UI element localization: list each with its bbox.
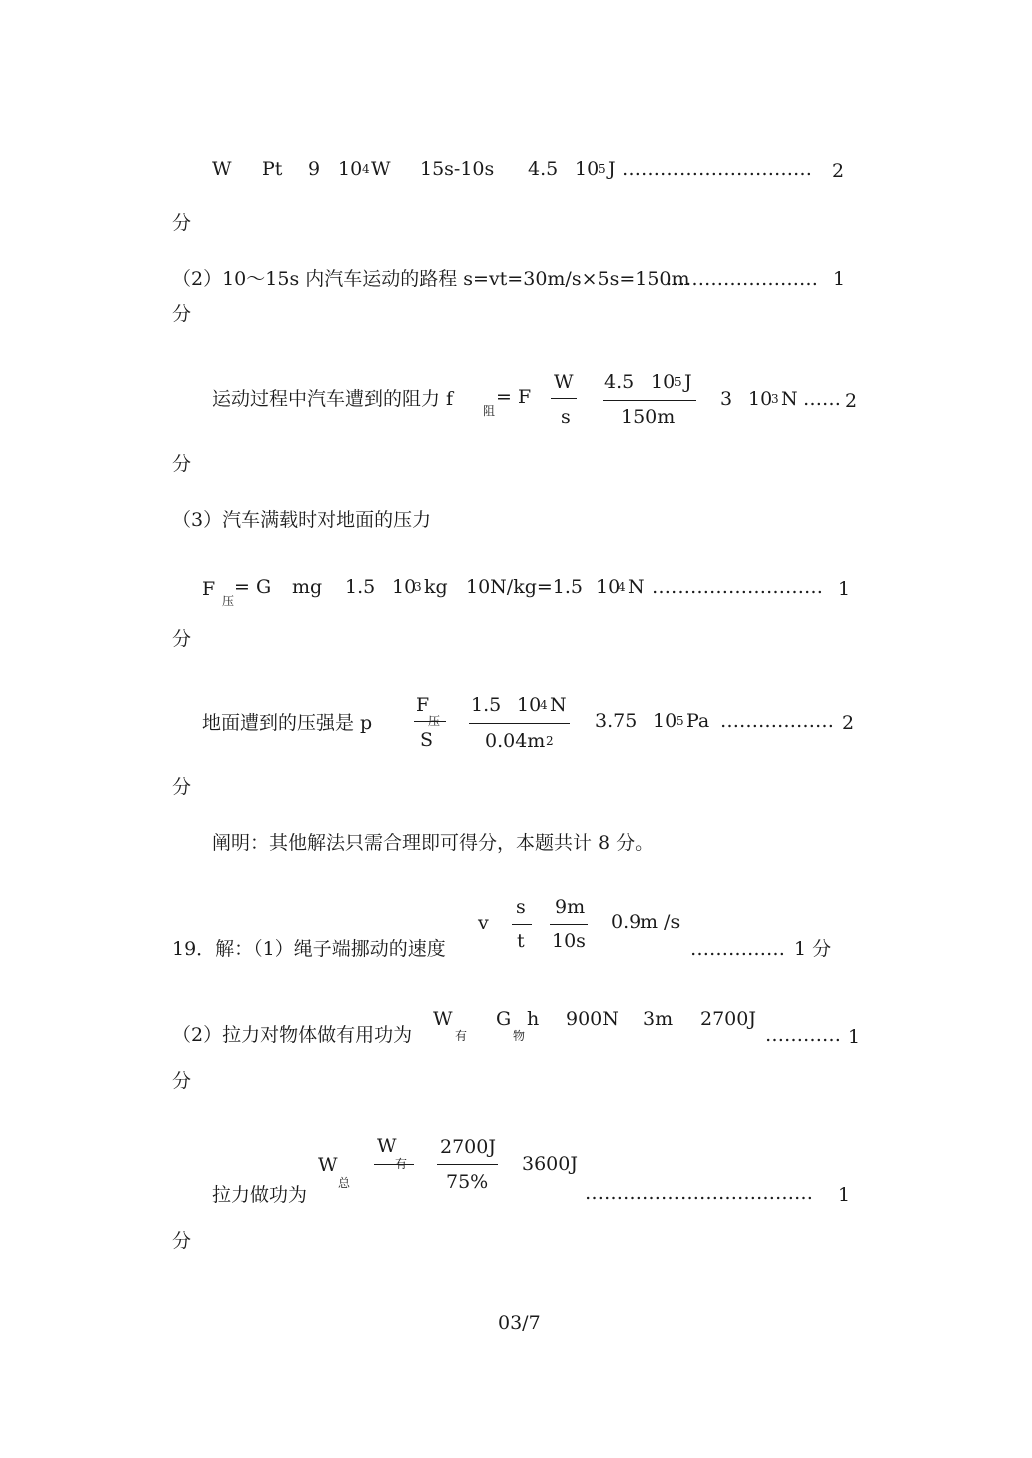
gravity-product: 10N/kg=1.5 — [466, 576, 584, 598]
result-ten: 10 — [748, 388, 773, 410]
exp: 4 — [618, 580, 626, 594]
expr-mg: mg — [292, 576, 323, 598]
subscript: 阻 — [483, 404, 496, 418]
fraction-bar — [437, 1164, 498, 1165]
resistance-label: 运动过程中汽车遭到的阻力 f — [212, 388, 454, 410]
fraction-bar — [603, 400, 696, 401]
exp-4: 4 — [362, 162, 370, 176]
result-unit: m /s — [640, 911, 681, 933]
result-ten: 10 — [653, 710, 678, 732]
result-unit: Pa — [686, 710, 710, 732]
frac-numerator: W — [554, 371, 574, 393]
height: 3m — [643, 1008, 674, 1030]
result-coef: 3 — [720, 388, 733, 410]
score: 1 — [838, 1184, 851, 1206]
frac-num-ten: 10 — [517, 694, 542, 716]
result-exp: 3 — [771, 392, 779, 406]
var-v: v — [478, 912, 489, 934]
unit-W: W — [371, 158, 391, 180]
frac-numerator: s — [516, 896, 526, 918]
fraction-bar — [550, 924, 588, 925]
subscript: 有 — [455, 1029, 468, 1043]
frac-den-exp: 2 — [546, 734, 554, 748]
score-unit: 分 — [172, 303, 192, 325]
frac-num-exp: 5 — [674, 375, 682, 389]
var-h: h — [527, 1008, 540, 1030]
unit-N: N — [628, 576, 645, 598]
score-unit: 分 — [172, 1070, 192, 1092]
frac-num-unit: J — [684, 371, 692, 393]
fraction-bar — [374, 1164, 414, 1165]
fraction-bar — [551, 398, 577, 399]
equals-G: = G — [234, 576, 272, 598]
ten: 10 — [596, 576, 621, 598]
result-exp: 5 — [598, 162, 606, 176]
score: 1 — [848, 1026, 861, 1048]
leader-dots: …… — [803, 388, 841, 410]
score-unit: 分 — [172, 212, 192, 234]
pressure-label: 地面遭到的压强是 p — [202, 712, 373, 734]
page-number: 03/7 — [498, 1312, 541, 1334]
result-coef: 4.5 — [528, 158, 559, 180]
result-unit: N — [781, 388, 798, 410]
equals-F: = F — [496, 386, 532, 408]
problem-19-label: 19．解：（1）绳子端挪动的速度 — [172, 938, 446, 960]
var-W: W — [433, 1008, 453, 1030]
score: 1 — [833, 268, 846, 290]
fraction-bar — [469, 723, 570, 724]
frac-denominator: 10s — [552, 930, 586, 952]
frac-denominator: 150m — [621, 406, 676, 428]
score: 2 — [832, 160, 845, 182]
result-exp: 5 — [676, 714, 684, 728]
frac-numerator: W — [377, 1135, 397, 1157]
num-10: 10 — [338, 158, 363, 180]
fraction-bar — [414, 721, 446, 722]
score-unit: 分 — [172, 628, 192, 650]
frac-num-sub: 压 — [428, 714, 441, 728]
score-unit: 分 — [172, 453, 192, 475]
frac-numerator: F — [416, 694, 430, 716]
work-result: 2700J — [700, 1008, 756, 1030]
leader-dots: ………………………… — [622, 158, 812, 180]
frac-denominator: s — [561, 406, 571, 428]
frac-num-sub: 有 — [395, 1157, 408, 1171]
unit-kg: kg — [424, 576, 448, 598]
score: 2 — [842, 712, 855, 734]
ten: 10 — [392, 576, 417, 598]
result-value: 3600J — [522, 1153, 578, 1175]
total-work-label: 拉力做功为 — [212, 1184, 308, 1206]
useful-work-label: （2）拉力对物体做有用功为 — [172, 1024, 413, 1046]
score: 1 — [838, 578, 851, 600]
var-W: W — [318, 1154, 338, 1176]
frac-denominator: t — [517, 930, 525, 952]
section-heading: （3）汽车满载时对地面的压力 — [172, 509, 432, 531]
leader-dots: …………………… — [666, 268, 818, 290]
frac-numerator: 9m — [555, 896, 586, 918]
result-value: 0.9 — [611, 911, 642, 933]
frac-numerator: 2700J — [440, 1136, 496, 1158]
leader-dots: ……………………… — [652, 576, 823, 598]
var-F: F — [202, 578, 216, 600]
frac-denominator: 75% — [446, 1171, 489, 1193]
subscript: 物 — [513, 1029, 526, 1043]
result-coef: 3.75 — [595, 710, 638, 732]
subscript: 压 — [222, 594, 235, 608]
score-unit: 分 — [172, 776, 192, 798]
num-9: 9 — [308, 158, 321, 180]
leader-dots: …………… — [690, 938, 785, 960]
frac-num-coef: 4.5 — [604, 371, 635, 393]
fraction-bar — [512, 924, 532, 925]
frac-num-ten: 10 — [651, 371, 676, 393]
force: 900N — [566, 1008, 619, 1030]
frac-num-exp: 4 — [540, 698, 548, 712]
leader-dots: ……………… — [720, 710, 834, 732]
time-diff: 15s-10s — [420, 158, 495, 180]
coef: 1.5 — [345, 576, 376, 598]
subscript: 总 — [338, 1176, 351, 1190]
note-text: 阐明：其他解法只需合理即可得分，本题共计 8 分。 — [212, 832, 655, 854]
result-ten: 10 — [575, 158, 600, 180]
score: 1 分 — [794, 938, 832, 960]
distance-line: （2）10～15s 内汽车运动的路程 s=vt=30m/s×5s=150m — [172, 268, 690, 290]
expr-Pt: Pt — [262, 158, 283, 180]
var-W: W — [212, 158, 232, 180]
frac-denominator: 0.04m — [485, 730, 546, 752]
leader-dots: ………… — [765, 1024, 841, 1046]
unit-J: J — [608, 158, 616, 180]
frac-num-unit: N — [550, 694, 567, 716]
leader-dots: ……………………………… — [585, 1182, 813, 1204]
score-unit: 分 — [172, 1230, 192, 1252]
exp: 3 — [414, 580, 422, 594]
var-G: G — [496, 1008, 512, 1030]
score: 2 — [845, 390, 858, 412]
frac-num-coef: 1.5 — [471, 694, 502, 716]
frac-denominator: S — [420, 729, 434, 751]
